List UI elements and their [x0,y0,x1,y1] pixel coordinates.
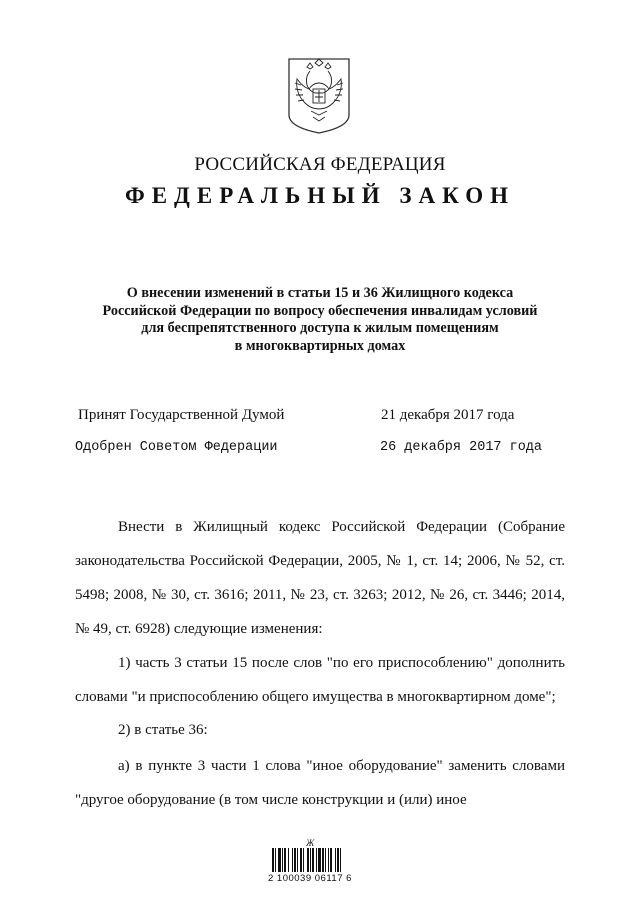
law-title [90,285,550,355]
barcode-bar [282,848,283,872]
item-2a-paragraph: а) в пункте 3 части 1 слова "иное оборудование" заменить словами "другое оборудование (в том числе конструкции и (или) иное [75,758,565,808]
barcode-bar [297,848,298,872]
barcode-bar [328,848,329,872]
barcode-bar [335,848,336,872]
barcode-bar [340,848,341,872]
barcode-bar [337,848,339,872]
law-title-line: для беспрепятственного доступа к жилым помещениям [141,320,499,336]
barcode-bar [272,848,274,872]
intro-paragraph: Внести в Жилищный кодекс Российской Федерации (Собрание законодательства Российской Федерации, 2005, № 1, ст. 14; 2006, № 52, ст. 5498; 2008, № 30, ст. 3616; 2011, № 23, ст. 3263; 2012, № 26, ст. 3446; 2014, № 49, ст. 6928) следующие изменения: [75,519,565,637]
barcode-bar [300,848,302,872]
barcode-bar [322,848,324,872]
barcode-bar [284,848,286,872]
barcode-bar [278,848,281,872]
barcode-bar [330,848,332,872]
barcode-bar [325,848,326,872]
item-2-paragraph: 2) в статье 36: [118,722,208,738]
barcode-bar [307,848,309,872]
coat-of-arms-emblem-icon [285,57,353,135]
barcode-number: 2 100039 06117 6 [268,873,352,884]
council-approval-label: Одобрен Советом Федерации [75,440,278,455]
barcode-bar [288,848,289,872]
barcode-bar [312,848,314,872]
duma-adoption-label: Принят Государственной Думой [78,407,285,423]
barcode-mark: Ж [306,838,315,848]
law-title-line: в многоквартирных домах [234,337,406,354]
council-approval-date: 26 декабря 2017 года [380,440,543,455]
duma-adoption-date: 21 декабря 2017 года [381,407,515,423]
barcode-bar [318,848,321,872]
law-title-line: О внесении изменений в статьи 15 и 36 Жилищного кодекса [126,285,514,301]
item-1-paragraph: 1) часть 3 статьи 15 после слов "по его приспособлению" дополнить словами "и приспособлению общего имущества в многоквартирном доме"; [75,655,565,705]
barcode-bar [275,848,276,872]
barcode-bar [303,848,304,872]
barcode-bar [294,848,296,872]
barcode-bar [310,848,311,872]
law-title-line: Российской Федерации по вопросу обеспечения инвалидам условий [102,302,538,319]
barcode-bar [316,848,317,872]
barcode-bar [292,848,293,872]
country-heading: РОССИЙСКАЯ ФЕДЕРАЦИЯ [194,154,446,175]
barcode-icon [271,848,369,872]
law-type-heading: ФЕДЕРАЛЬНЫЙ ЗАКОН [124,183,516,208]
